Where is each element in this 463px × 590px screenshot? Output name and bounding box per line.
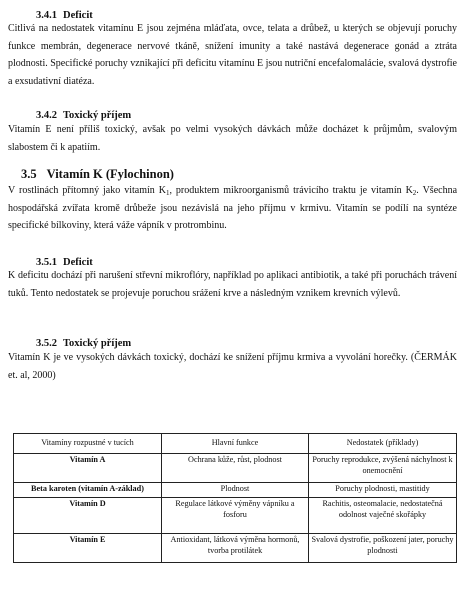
- table-cell: Regulace látkové výměny vápníku a fosforu: [162, 498, 309, 534]
- heading-title: Vitamín K (Fylochinon): [46, 167, 174, 181]
- heading-title: Toxický příjem: [63, 338, 132, 349]
- table-cell: Svalová dystrofie, poškození jater, poruchy plodnosti: [309, 534, 457, 563]
- table-cell: Plodnost: [162, 483, 309, 498]
- text-part: . Všechna hospodářská zvířata kromě drůbeže jsou nezávislá na jeho příjmu v krmivu. Vitamín se podílí na syntéze specifické bílkoviny, která váže vápník v protrombinu.: [8, 185, 458, 231]
- paragraph-toxic-e: Vitamín E není příliš toxický, avšak po velmi vysokých dávkách může docházet k průjmům, svalovým slabostem či k apatiím.: [8, 124, 457, 153]
- text-part: V rostlinách přítomný jako vitamín K: [8, 185, 166, 196]
- table-cell: Vitamín E: [14, 534, 162, 563]
- table-row: [14, 498, 457, 534]
- table-cell: Beta karoten (vitamín A-základ): [14, 483, 162, 498]
- header-cell: Hlavní funkce: [162, 434, 309, 454]
- table-header-row: [14, 434, 457, 454]
- table-cell: Vitamín D: [14, 498, 162, 534]
- table-row: [14, 454, 457, 483]
- text-part: , produktem mikroorganismů trávicího traktu je vitamín K: [169, 185, 413, 196]
- heading-title: Toxický příjem: [63, 110, 132, 121]
- heading-title: Deficit: [63, 10, 93, 21]
- subscript: 2: [412, 189, 417, 197]
- table-cell: Ochrana kůže, růst, plodnost: [162, 454, 309, 483]
- heading-number: 3.5.2: [36, 338, 57, 349]
- heading-number: 3.5.1: [36, 257, 57, 268]
- heading-title: Deficit: [63, 257, 93, 268]
- table-cell: Vitamín A: [14, 454, 162, 483]
- table-row: [14, 534, 457, 563]
- heading-3-5: [21, 167, 457, 182]
- paragraph-deficit-e: Citlivá na nedostatek vitamínu E jsou zejména mláďata, ovce, telata a drůbež, u kterých se objevují poruchy funkce membrán, degenerace nervové tkáně, snížení imunity a také nastává degenerace gonád a ztráta plodnosti. Specifické poruchy vznikající při deficitu vitamínu E jsou nutriční encefalomalácie, svalová dystrofie a exsudativní diatéza.: [8, 23, 457, 87]
- table-cell: Poruchy plodnosti, mastitidy: [309, 483, 457, 498]
- heading-number: 3.4.2: [36, 110, 57, 121]
- vitamin-table: [13, 433, 457, 563]
- paragraph-toxic-k: Vitamín K je ve vysokých dávkách toxický, dochází ke snížení příjmu krmiva a vyvolání horečky. (ČERMÁK et. al, 2000): [8, 352, 457, 381]
- header-cell: Vitamíny rozpustné v tucích: [14, 434, 162, 454]
- heading-number: 3.4.1: [36, 10, 57, 21]
- table-cell: Rachitis, osteomalacie, nedostatečná odolnost vaječné skořápky: [309, 498, 457, 534]
- table-cell: Poruchy reprodukce, zvýšená náchylnost k onemocnění: [309, 454, 457, 483]
- header-cell: Nedostatek (příklady): [309, 434, 457, 454]
- paragraph-deficit-k: K deficitu dochází při narušení střevní mikroflóry, například po aplikaci antibiotik, a také při poruchách trávení tuků. Tento nedostatek se projevuje poruchou srážení krve a následným vznikem krevních výlevů.: [8, 270, 457, 299]
- table-cell: Antioxidant, látková výměna hormonů, tvorba protilátek: [162, 534, 309, 563]
- heading-number: 3.5: [21, 167, 37, 181]
- paragraph-vitamin-k: [8, 182, 457, 235]
- table-row: [14, 483, 457, 498]
- subscript: 1: [165, 189, 170, 197]
